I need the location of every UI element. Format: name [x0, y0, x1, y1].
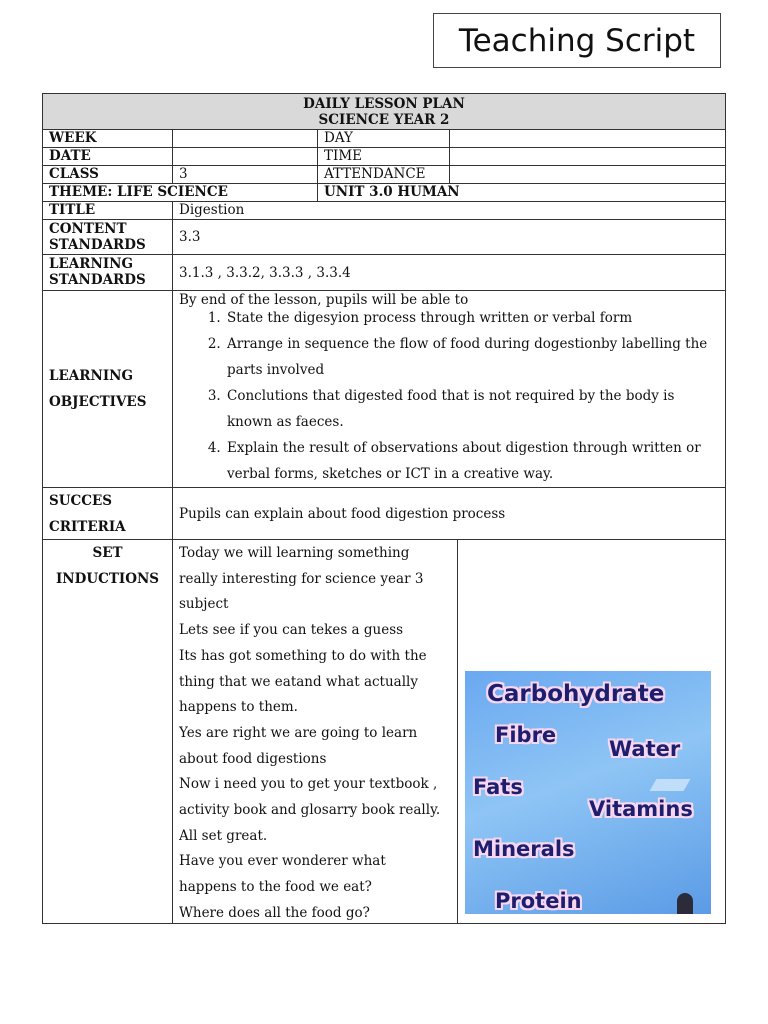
poster-word: Carbohydrate	[487, 681, 665, 707]
induction-line: Have you ever wonderer what	[179, 853, 386, 870]
poster-word: Minerals	[473, 837, 575, 861]
nutrients-poster-image	[465, 671, 711, 914]
day-label: DAY	[317, 130, 449, 147]
set-induction-label	[43, 540, 172, 923]
time-label: TIME	[317, 148, 449, 165]
induction-line: Where does all the food go?	[179, 904, 370, 921]
content-standards-label	[43, 220, 172, 254]
induction-line: really interesting for science year 3	[179, 570, 424, 587]
class-value: 3	[172, 166, 317, 183]
title-value: Digestion	[172, 202, 725, 219]
day-value	[449, 130, 725, 147]
class-row	[43, 165, 725, 183]
learning-standards-row	[43, 254, 725, 290]
attendance-value	[449, 166, 725, 183]
set-induction-row	[43, 539, 725, 923]
header-line-2: SCIENCE YEAR 2	[318, 112, 450, 128]
learning-objectives-row	[43, 290, 725, 487]
learning-objectives-label-2: OBJECTIVES	[49, 394, 147, 410]
induction-line: subject	[179, 596, 229, 613]
theme-row	[43, 183, 725, 201]
success-criteria-label	[43, 488, 172, 539]
title-row	[43, 201, 725, 219]
induction-line: Today we will learning something	[179, 545, 410, 561]
content-standards-row	[43, 219, 725, 254]
date-row	[43, 147, 725, 165]
poster-word: Fibre	[495, 723, 557, 747]
objectives-intro: By end of the lesson, pupils will be able to	[179, 292, 469, 308]
header-line-1: DAILY LESSON PLAN	[303, 96, 465, 112]
theme-label: THEME: LIFE SCIENCE	[49, 184, 228, 200]
set-induction-label-1: SET	[92, 545, 123, 561]
lesson-plan-table	[42, 93, 726, 924]
poster-word: Fats	[473, 775, 523, 799]
content-standards-value: 3.3	[172, 220, 725, 254]
induction-line: All set great.	[179, 827, 268, 844]
table-header	[43, 94, 725, 129]
induction-line: happens to the food we eat?	[179, 879, 372, 896]
poster-word: Water	[609, 737, 681, 761]
set-induction-text	[172, 540, 457, 923]
learning-objectives-label-1: LEARNING	[49, 368, 133, 384]
objective-item: 4. Explain the result of observations about digestion through written or verbal forms, sketches or ICT in a creative way.	[225, 435, 719, 487]
poster-person-figure	[677, 893, 693, 914]
induction-line: thing that we eatand what actually	[179, 673, 418, 690]
unit-label: UNIT 3.0 HUMAN	[317, 184, 725, 201]
induction-line: activity book and glosarry book really.	[179, 802, 441, 819]
content-standards-label-1: CONTENT	[49, 221, 127, 237]
success-criteria-label-2: CRITERIA	[49, 518, 126, 535]
objective-item: 3. Conclutions that digested food that is not required by the body is known as faeces.	[225, 383, 719, 435]
poster-word: Vitamins	[589, 797, 693, 821]
learning-standards-label-2: STANDARDS	[49, 272, 146, 288]
success-criteria-value: Pupils can explain about food digestion process	[172, 488, 725, 539]
week-row	[43, 129, 725, 147]
teaching-script-title: Teaching Script	[433, 13, 721, 68]
learning-standards-value: 3.1.3 , 3.3.2, 3.3.3 , 3.3.4	[172, 255, 725, 290]
set-induction-label-2: INDUCTIONS	[55, 571, 160, 587]
induction-line: Its has got something to do with the	[179, 647, 427, 664]
induction-line: Yes are right we are going to learn	[179, 724, 418, 741]
week-value	[172, 130, 317, 147]
success-criteria-row	[43, 487, 725, 539]
learning-standards-label-1: LEARNING	[49, 256, 133, 272]
induction-line: Now i need you to get your textbook ,	[179, 776, 438, 793]
poster-arrow-shape	[650, 779, 691, 791]
date-value	[172, 148, 317, 165]
attendance-label: ATTENDANCE	[317, 166, 449, 183]
poster-word: Protein	[495, 889, 582, 913]
time-value	[449, 148, 725, 165]
date-label: DATE	[49, 148, 91, 164]
objective-item: 2. Arrange in sequence the flow of food during dogestionby labelling the parts involved	[225, 331, 719, 383]
learning-objectives-label	[43, 291, 172, 487]
learning-objectives-content	[172, 291, 725, 487]
learning-standards-label	[43, 255, 172, 290]
content-standards-label-2: STANDARDS	[49, 237, 146, 253]
title-label: TITLE	[49, 202, 96, 218]
success-criteria-label-1: SUCCES	[49, 492, 113, 509]
induction-line: happens to them.	[179, 699, 298, 716]
objectives-list	[179, 305, 719, 487]
class-label: CLASS	[49, 166, 99, 182]
induction-line: Lets see if you can tekes a guess	[179, 622, 404, 639]
objective-item: 1. State the digesyion process through written or verbal form	[225, 305, 719, 331]
week-label: WEEK	[49, 130, 97, 146]
induction-line: about food digestions	[179, 750, 327, 767]
